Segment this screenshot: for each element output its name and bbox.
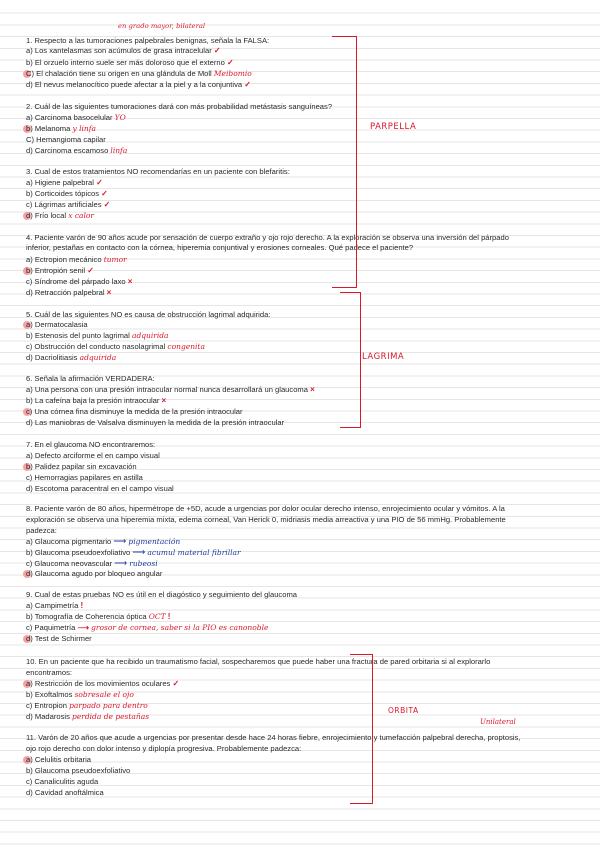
section-lagrima: LAGRIMA xyxy=(362,352,405,362)
q9-stem: 9. Cual de estas pruebas NO es útil en el diagóstico y seguimiento del glaucoma xyxy=(26,590,297,599)
q7-stem: 7. En el glaucoma NO encontraremos: xyxy=(26,440,156,449)
q6-b: b) La cafeína baja la presión intraocular × xyxy=(26,396,167,405)
q8-stem-1: 8. Paciente varón de 80 años, hipermétrope de +5D, acude a urgencias por dolor ocular derecho intenso, enrojecimiento ocular y vómitos. A la xyxy=(26,504,505,513)
q4-c: c) Síndrome del párpado laxo × xyxy=(26,277,133,286)
q11-stem-2: ojo rojo derecho con dolor intenso y diplopía progresiva. Probablemente padezca: xyxy=(26,744,302,753)
q10-a: a) Restricción de los movimientos oculares ✓ xyxy=(26,679,179,689)
q8-stem-3: padezca: xyxy=(26,526,57,535)
q6-stem: 6. Señala la afirmación VERDADERA: xyxy=(26,374,155,383)
q1-b: b) El orzuelo interno suele ser más doloroso que el externo ✓ xyxy=(26,58,234,67)
bracket-orbita xyxy=(350,654,373,804)
q11-d: d) Cavidad anoftálmica xyxy=(26,788,104,797)
q8-c: c) Glaucoma neovascular ⟶ rubeosi xyxy=(26,558,158,568)
q6-a: a) Una persona con una presión intraocular normal nunca desarrollará un glaucoma × xyxy=(26,385,315,394)
q10-b: b) Exoftalmos sobresale el ojo xyxy=(26,690,134,699)
q3-b: b) Corticoides tópicos ✓ xyxy=(26,189,108,198)
q3-a: a) Higiene palpebral ✓ xyxy=(26,178,103,187)
q2-a: a) Carcinoma basocelular YO xyxy=(26,113,126,122)
q3-d: d) Frío local x calor xyxy=(26,211,94,221)
q2-d: d) Carcinoma escamoso linfa xyxy=(26,146,128,155)
q1-stem: 1. Respecto a las tumoraciones palpebrales benignas, señala la FALSA: xyxy=(26,36,270,45)
q10-stem-2: encontramos: xyxy=(26,668,73,677)
q1-a: a) Los xantelasmas son acúmulos de grasa intracelular ✓ xyxy=(26,46,221,55)
q5-c: c) Obstrucción del conducto nasolagrimal congenita xyxy=(26,342,205,351)
q1-d: d) El nevus melanocítico puede afectar a la piel y a la conjuntiva ✓ xyxy=(26,80,251,89)
q8-stem-2: exploración se observa una hiperemia mixta, edema corneal, Van Herick 0, midriasis media arreactiva y una PIO de 56 mmHg. Probablemente xyxy=(26,515,506,524)
q9-c: c) Paquimetría ⟶ grosor de cornea, saber si la PIO es canonoble xyxy=(26,623,269,632)
q6-c: c) Una córnea fina disminuye la medida de la presión intraocular xyxy=(26,407,243,417)
q7-c: c) Hemorragias papilares en astilla xyxy=(26,473,143,482)
q4-stem-2: inferior, pestañas en contacto con la córnea, hiperemia conjuntival y erosiones corneales. Qué padece el paciente? xyxy=(26,243,414,252)
q7-d: d) Escotoma paracentral en el campo visual xyxy=(26,484,174,493)
q10-stem-1: 10. En un paciente que ha recibido un traumatismo facial, sospecharemos que puede haber una fractura de pared orbitaria si al explorarlo xyxy=(26,657,491,666)
q4-d: d) Retracción palpebral × xyxy=(26,288,112,297)
bracket-lagrima xyxy=(340,292,361,428)
q7-b: b) Palidez papilar sin excavación xyxy=(26,462,137,472)
q11-b: b) Glaucoma pseudoexfoliativo xyxy=(26,766,131,775)
q10-c: c) Entropion parpado para dentro xyxy=(26,701,148,710)
q4-b: b) Entropión senil ✓ xyxy=(26,266,94,276)
q9-b: b) Tomografía de Coherencia óptica OCT ! xyxy=(26,612,171,621)
q3-stem: 3. Cual de estos tratamientos NO recomendarías en un paciente con blefaritis: xyxy=(26,167,290,176)
q2-c: C) Hemangioma capilar xyxy=(26,135,106,144)
q3-c: c) Lágrimas artificiales ✓ xyxy=(26,200,111,209)
q2-b: b) Melanoma y linfa xyxy=(26,124,96,134)
q4-stem-1: 4. Paciente varón de 90 años acude por sensación de cuerpo extraño y ojo rojo derecho. A la exploración se observa una inversión del párpado xyxy=(26,233,509,242)
q5-stem: 5. Cuál de las siguientes NO es causa de obstrucción lagrimal adquirida: xyxy=(26,310,271,319)
q11-c: c) Canaliculitis aguda xyxy=(26,777,99,786)
q11-a: a) Celulitis orbitaria xyxy=(26,755,91,765)
q1-c: C) El chalación tiene su origen en una glándula de Moll Meibomio xyxy=(26,69,252,79)
q8-a: a) Glaucoma pigmentario ⟶ pigmentación xyxy=(26,536,181,546)
section-orbita: ORBITA xyxy=(388,706,419,715)
q5-d: d) Dacriolitiasis adquirida xyxy=(26,353,117,362)
note-top: en grado mayor, bilateral xyxy=(118,22,206,30)
q9-d: d) Test de Schirmer xyxy=(26,634,92,644)
q8-b: b) Glaucoma pseudoexfoliativo ⟶ acumul material fibrillar xyxy=(26,547,241,557)
q5-b: b) Estenosis del punto lagrimal adquirida xyxy=(26,331,169,340)
q5-a: a) Dermatocalasia xyxy=(26,320,88,330)
q4-a: a) Ectropion mecánico tumor xyxy=(26,255,127,264)
q2-stem: 2. Cuál de las siguientes tumoraciones dará con más probabilidad metástasis sanguíneas? xyxy=(26,102,333,111)
q6-d: d) Las maniobras de Valsalva disminuyen la medida de la presión intraocular xyxy=(26,418,285,427)
q11-stem-1: 11. Varón de 20 años que acude a urgencias por presentar desde hace 24 horas fiebre, enrojecimiento y tumefacción palpebral derecha, proptosis, xyxy=(26,733,521,742)
q8-d: d) Glaucoma agudo por bloqueo angular xyxy=(26,569,162,579)
note-unilateral: Unilateral xyxy=(480,718,516,726)
section-parpella: PARPELLA xyxy=(370,122,417,132)
q9-a: a) Campimetría ! xyxy=(26,601,84,610)
bracket-parpella xyxy=(332,36,357,288)
q7-a: a) Defecto arciforme el en campo visual xyxy=(26,451,160,460)
q10-d: d) Madarosis perdida de pestañas xyxy=(26,712,150,721)
